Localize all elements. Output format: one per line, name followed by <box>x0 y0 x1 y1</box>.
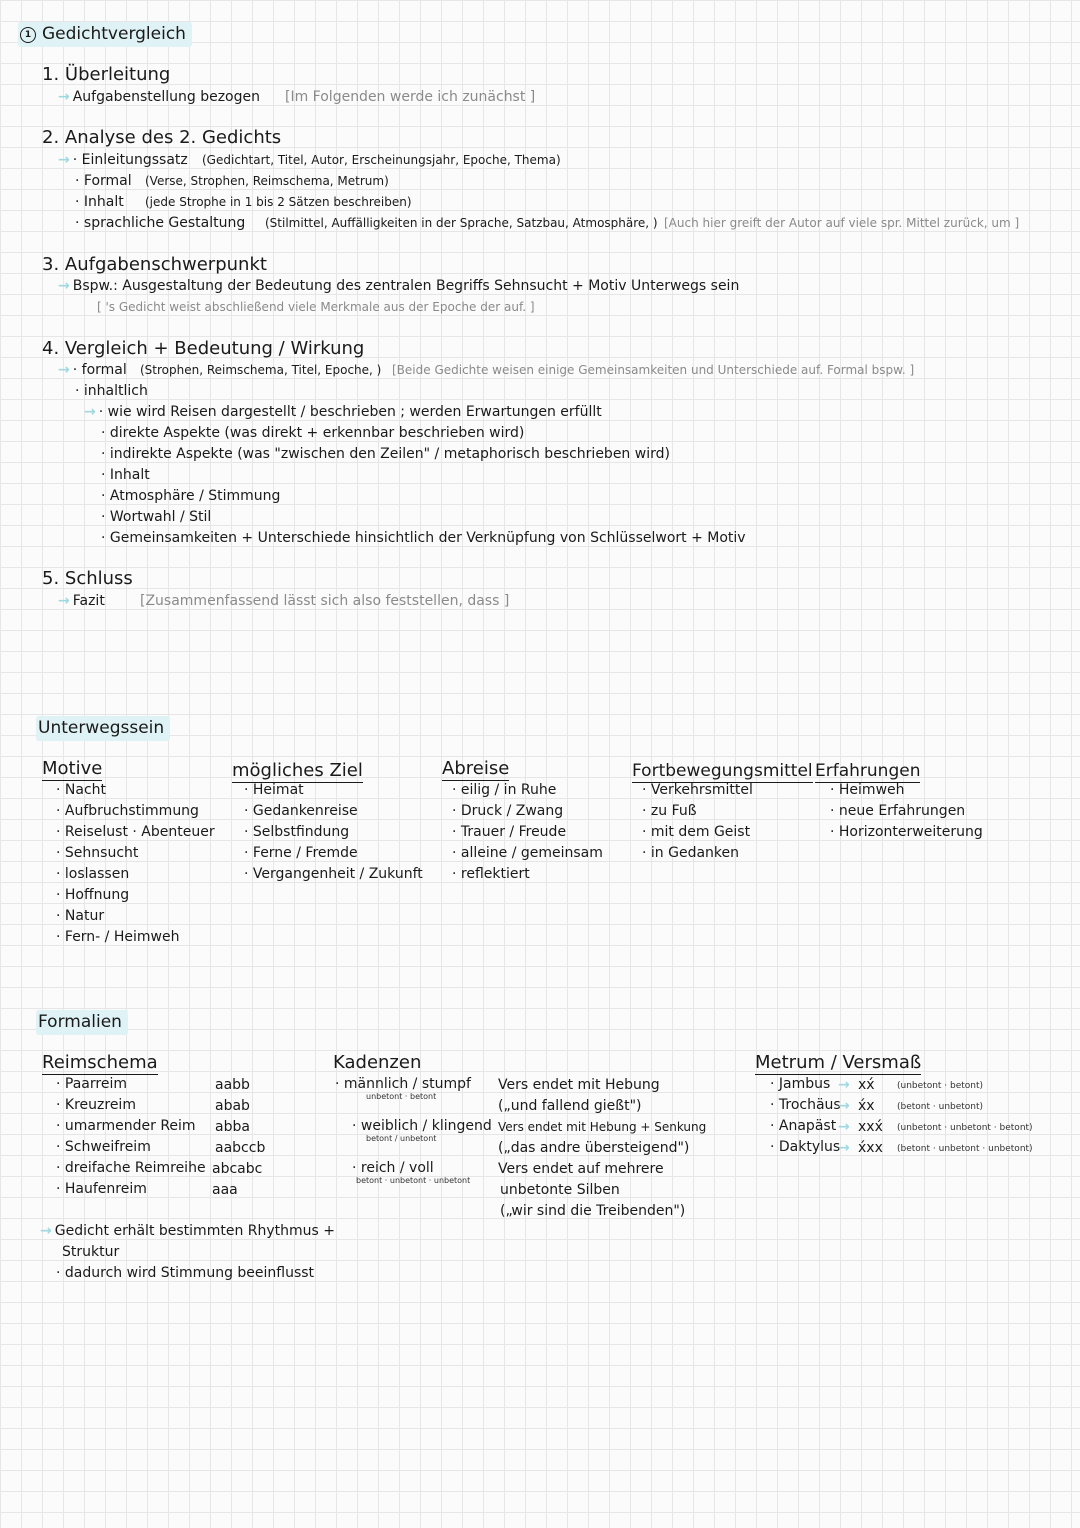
list-item: · reflektiert <box>452 866 530 882</box>
s2-l1a: · Einleitungssatz <box>72 152 188 168</box>
reim-note-1-text: Gedicht erhält bestimmten Rhythmus + <box>54 1223 335 1239</box>
s2-l3a: · Inhalt <box>75 194 124 210</box>
reim-name: · Paarreim <box>56 1076 127 1092</box>
formalien-title: Formalien <box>36 1010 128 1035</box>
erfahrungen-head: Erfahrungen <box>815 761 921 781</box>
reim-name: · dreifache Reimreihe <box>56 1160 206 1176</box>
kadenz-name: · weiblich / klingend <box>352 1118 492 1134</box>
number-badge: 1 <box>20 27 36 43</box>
reim-name: · Kreuzreim <box>56 1097 136 1113</box>
metrum-name: · Anapäst <box>770 1118 837 1134</box>
section-2-heading: 2. Analyse des 2. Gedichts <box>42 127 282 148</box>
kadenz-sub: betont · unbetont · unbetont <box>356 1176 471 1185</box>
s4-item-3: · indirekte Aspekte (was "zwischen den Zeilen" / metaphorisch beschrieben wird) <box>101 446 670 462</box>
section-1-note: [Im Folgenden werde ich zunächst ] <box>285 89 536 105</box>
kadenz-name: · reich / voll <box>352 1160 434 1176</box>
arrow-icon: → <box>838 1098 850 1114</box>
kadenz-sub: unbetont · betont <box>366 1092 437 1101</box>
s5-line <box>58 592 105 610</box>
list-item: · eilig / in Ruhe <box>452 782 557 798</box>
arrow-icon: → <box>838 1119 850 1135</box>
reim-note-1 <box>40 1222 335 1240</box>
s4-formal <box>58 361 127 379</box>
motive-head: Motive <box>42 758 103 779</box>
kadenz-desc: („und fallend gießt") <box>498 1098 642 1114</box>
s2-l2b: (Verse, Strophen, Reimschema, Metrum) <box>145 174 389 188</box>
list-item: · Gedankenreise <box>244 803 358 819</box>
page-title-text: Gedichtvergleich <box>42 24 186 44</box>
list-item: · zu Fuß <box>642 803 697 819</box>
metrum-name: · Jambus <box>770 1076 831 1092</box>
reimschema-head: Reimschema <box>42 1052 158 1073</box>
s4-item-5: · Atmosphäre / Stimmung <box>101 488 281 504</box>
s4-item-1-text: · wie wird Reisen dargestellt / beschrieben ; werden Erwartungen erfüllt <box>98 404 602 420</box>
list-item: · Natur <box>56 908 105 924</box>
s2-l2a: · Formal <box>75 173 132 189</box>
reim-code: abba <box>215 1119 250 1135</box>
reim-name: · umarmender Reim <box>56 1118 196 1134</box>
section-5-heading: 5. Schluss <box>42 568 133 589</box>
metrum-name: · Daktylus <box>770 1139 841 1155</box>
section-1-line <box>58 88 260 106</box>
s4-inhalt: · inhaltlich <box>75 383 148 399</box>
metrum-name: · Trochäus <box>770 1097 841 1113</box>
fortbewegung-head: Fortbewegungsmittel <box>632 761 813 781</box>
ziel-head: mögliches Ziel <box>232 760 363 781</box>
metrum-desc: (betont · unbetont) <box>897 1102 984 1112</box>
list-item: · Trauer / Freude <box>452 824 567 840</box>
list-item: · Fern- / Heimweh <box>56 929 180 945</box>
metrum-desc: (betont · unbetont · unbetont) <box>897 1144 1033 1154</box>
s3-text: Bspw.: Ausgestaltung der Bedeutung des zentralen Begriffs Sehnsucht + Motiv Unterwegs sein <box>72 278 740 294</box>
kadenz-desc: („das andre übersteigend") <box>498 1140 690 1156</box>
arrow-icon: → <box>58 362 70 378</box>
metrum-sym: x́x <box>858 1098 875 1114</box>
list-item: · Nacht <box>56 782 107 798</box>
metrum-desc: (unbetont · unbetont · betont) <box>897 1123 1033 1133</box>
kadenz-name: · männlich / stumpf <box>335 1076 471 1092</box>
section-3-line <box>58 277 739 295</box>
reim-note-3: · dadurch wird Stimmung beeinflusst <box>56 1265 315 1281</box>
list-item: · in Gedanken <box>642 845 740 861</box>
section-1-heading: 1. Überleitung <box>42 64 171 85</box>
arrow-icon: → <box>58 278 70 294</box>
metrum-head: Metrum / Versmaß <box>755 1052 922 1073</box>
list-item: · mit dem Geist <box>642 824 751 840</box>
metrum-sym: x́xx <box>858 1140 883 1156</box>
s2-l1b: (Gedichtart, Titel, Autor, Erscheinungsjahr, Epoche, Thema) <box>202 153 561 167</box>
list-item: · Sehnsucht <box>56 845 139 861</box>
s4-item-7: · Gemeinsamkeiten + Unterschiede hinsichtlich der Verknüpfung von Schlüsselwort + Motiv <box>101 530 746 546</box>
kadenz-desc: („wir sind die Treibenden") <box>500 1203 686 1219</box>
page-title <box>18 22 192 47</box>
reim-code: aaa <box>212 1182 238 1198</box>
list-item: · Horizonterweiterung <box>830 824 983 840</box>
arrow-icon: → <box>84 404 96 420</box>
kadenz-desc: Vers endet mit Hebung + Senkung <box>498 1120 707 1134</box>
list-item: · alleine / gemeinsam <box>452 845 603 861</box>
list-item: · neue Erfahrungen <box>830 803 966 819</box>
reim-code: abcabc <box>212 1161 263 1177</box>
reim-code: aabb <box>215 1077 250 1093</box>
kadenz-desc: unbetonte Silben <box>500 1182 620 1198</box>
metrum-desc: (unbetont · betont) <box>897 1081 984 1091</box>
s4-item-2: · direkte Aspekte (was direkt + erkennbar beschrieben wird) <box>101 425 525 441</box>
reim-code: abab <box>215 1098 250 1114</box>
reim-name: · Schweifreim <box>56 1139 151 1155</box>
arrow-icon: → <box>838 1140 850 1156</box>
arrow-icon: → <box>58 152 70 168</box>
reim-code: aabccb <box>215 1140 266 1156</box>
list-item: · Heimweh <box>830 782 905 798</box>
list-item: · Vergangenheit / Zukunft <box>244 866 423 882</box>
list-item: · Aufbruchstimmung <box>56 803 199 819</box>
section-4-heading: 4. Vergleich + Bedeutung / Wirkung <box>42 338 365 359</box>
list-item: · Reiselust · Abenteuer <box>56 824 215 840</box>
metrum-sym: xx́ <box>858 1077 875 1093</box>
s2-l3b: (jede Strophe in 1 bis 2 Sätzen beschreiben) <box>145 195 412 209</box>
arrow-icon: → <box>58 89 70 105</box>
kadenz-desc: Vers endet mit Hebung <box>498 1077 660 1093</box>
section-1-text: Aufgabenstellung bezogen <box>72 89 260 105</box>
s4-formal-note: [Beide Gedichte weisen einige Gemeinsamkeiten und Unterschiede auf. Formal bspw. ] <box>392 363 915 377</box>
list-item: · Druck / Zwang <box>452 803 564 819</box>
s4-item-1 <box>84 403 602 421</box>
kadenz-desc: Vers endet auf mehrere <box>498 1161 664 1177</box>
reim-name: · Haufenreim <box>56 1181 147 1197</box>
section-2-line-1 <box>58 151 188 169</box>
reim-note-2: Struktur <box>62 1244 120 1260</box>
section-3-heading: 3. Aufgabenschwerpunkt <box>42 254 267 275</box>
metrum-sym: xxx́ <box>858 1119 883 1135</box>
list-item: · loslassen <box>56 866 130 882</box>
list-item: · Selbstfindung <box>244 824 350 840</box>
arrow-icon: → <box>58 593 70 609</box>
list-item: · Heimat <box>244 782 304 798</box>
kadenzen-head: Kadenzen <box>333 1052 422 1073</box>
list-item: · Hoffnung <box>56 887 130 903</box>
arrow-icon: → <box>40 1223 52 1239</box>
list-item: · Verkehrsmittel <box>642 782 753 798</box>
unterwegs-title: Unterwegssein <box>36 716 170 741</box>
section-3-note: [ 's Gedicht weist abschließend viele Merkmale aus der Epoche der auf. ] <box>97 300 535 314</box>
s5-note: [Zusammenfassend lässt sich also feststellen, dass ] <box>140 593 510 609</box>
s2-l4a: · sprachliche Gestaltung <box>75 215 246 231</box>
s2-l4-note: [Auch hier greift der Autor auf viele spr. Mittel zurück, um ] <box>664 216 1020 230</box>
s4-item-4: · Inhalt <box>101 467 150 483</box>
kadenz-sub: betont / unbetont <box>366 1134 437 1143</box>
s4-formal-detail: (Strophen, Reimschema, Titel, Epoche, ) <box>140 363 382 377</box>
list-item: · Ferne / Fremde <box>244 845 358 861</box>
abreise-head: Abreise <box>442 758 510 779</box>
arrow-icon: → <box>838 1077 850 1093</box>
s4-item-6: · Wortwahl / Stil <box>101 509 212 525</box>
s2-l4b: (Stilmittel, Auffälligkeiten in der Sprache, Satzbau, Atmosphäre, ) <box>265 216 658 230</box>
s5-fazit: Fazit <box>72 593 105 609</box>
s4-formal-label: · formal <box>72 362 127 378</box>
